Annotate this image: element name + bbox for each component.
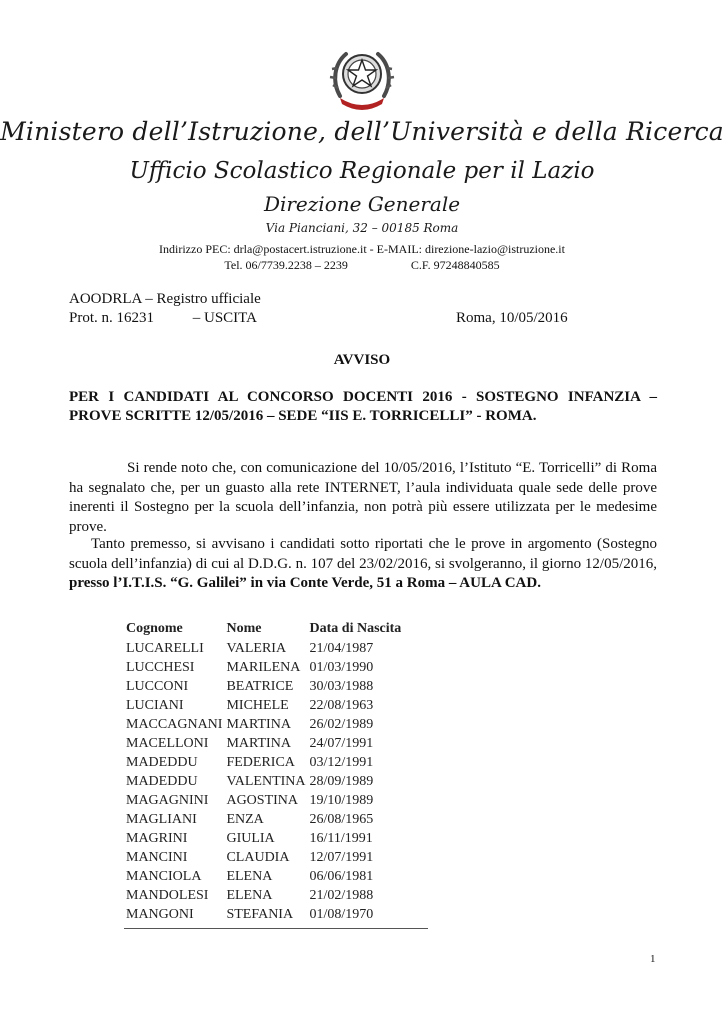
birthdate-cell: 19/10/1989 [309,792,374,808]
notice-heading: AVVISO [333,352,391,368]
name-cell: MARTINA [226,716,291,732]
name-cell: ELENA [226,887,273,903]
name-cell: FEDERICA [226,754,295,770]
registry-label: AOODRLA – Registro ufficiale [69,291,261,307]
table-header-row [124,619,412,639]
surname-cell: MAGLIANI [126,811,197,827]
italian-republic-emblem-icon [326,42,398,114]
table-row [124,867,412,886]
surname-cell: MANCIOLA [126,868,202,884]
surname-cell: MACCAGNANI [126,716,223,732]
ministry-name: Ministero dell’Istruzione, dell’Università e della Ricerca [0,117,724,146]
table-row [124,810,412,829]
notice-paragraph-1: Si rende noto che, con comunicazione del 10/05/2016, l’Istituto “E. Torricelli” di Roma ha segnalato che, per un guasto alla rete INTERNET, l’aula individuata quale sede delle prove inerenti il Sostegno per la scuola dell’infanzia, non potrà più essere utilizzata per le medesime prove. [69,460,657,535]
birthdate-cell: 12/07/1991 [309,849,374,865]
birthdate-cell: 22/08/1963 [309,697,374,713]
birthdate-cell: 03/12/1991 [309,754,374,770]
surname-cell: LUCARELLI [126,640,204,656]
birthdate-cell: 26/02/1989 [309,716,374,732]
birthdate-cell: 01/08/1970 [309,906,374,922]
table-row [124,677,412,696]
document-date: Roma, 10/05/2016 [456,310,568,326]
surname-cell: MACELLONI [126,735,209,751]
contact-phone-line [0,258,724,273]
paragraph-2-text: Tanto premesso, si avvisano i candidati sotto riportati che le prove in argomento (Sostegno scuola dell’infanzia) di cui al D.D.G. n. 107 del 23/02/2016, si svolgeranno, il giorno 12/05/2016, [69,536,657,572]
name-cell: MICHELE [226,697,289,713]
surname-cell: MANCINI [126,849,188,865]
phone-number: Tel. 06/7739.2238 – 2239 [224,258,348,272]
birthdate-cell: 24/07/1991 [309,735,374,751]
office-name: Ufficio Scolastico Regionale per il Lazio [129,158,595,184]
table-bottom-rule [124,928,428,929]
name-cell: CLAUDIA [226,849,290,865]
name-cell: BEATRICE [226,678,294,694]
surname-cell: MANGONI [126,906,194,922]
protocol-line [69,310,257,327]
header-surname: Cognome [126,621,183,636]
birthdate-cell: 21/04/1987 [309,640,374,656]
table-row [124,886,412,905]
name-cell: MARILENA [226,659,301,675]
header-name: Nome [226,621,262,636]
birthdate-cell: 01/03/1990 [309,659,374,675]
table-row [124,829,412,848]
protocol-direction: – USCITA [192,310,257,326]
name-cell: MARTINA [226,735,291,751]
page-number: 1 [650,953,656,965]
header-birthdate: Data di Nascita [309,621,402,636]
surname-cell: LUCCHESI [126,659,195,675]
name-cell: VALENTINA [226,773,306,789]
surname-cell: MAGAGNINI [126,792,209,808]
table-row [124,658,412,677]
fiscal-code: C.F. 97248840585 [410,258,500,272]
name-cell: ENZA [226,811,264,827]
table-row [124,791,412,810]
table-row [124,772,412,791]
name-cell: AGOSTINA [226,792,299,808]
candidates-rows [124,639,412,924]
table-row [124,905,412,924]
birthdate-cell: 16/11/1991 [309,830,373,846]
birthdate-cell: 28/09/1989 [309,773,374,789]
table-row [124,848,412,867]
birthdate-cell: 06/06/1981 [309,868,374,884]
name-cell: ELENA [226,868,273,884]
birthdate-cell: 30/03/1988 [309,678,374,694]
table-row [124,639,412,658]
table-row [124,715,412,734]
surname-cell: LUCCONI [126,678,189,694]
name-cell: VALERIA [226,640,287,656]
surname-cell: MANDOLESI [126,887,209,903]
surname-cell: LUCIANI [126,697,184,713]
notice-paragraph-2 [69,535,657,594]
name-cell: GIULIA [226,830,275,846]
office-address: Via Pianciani, 32 – 00185 Roma [265,221,459,235]
exam-location: presso l’I.T.I.S. “G. Galilei” in via Conte Verde, 51 a Roma – AULA CAD. [69,575,541,591]
name-cell: STEFANIA [226,906,294,922]
birthdate-cell: 26/08/1965 [309,811,374,827]
surname-cell: MADEDDU [126,773,198,789]
table-row [124,753,412,772]
surname-cell: MADEDDU [126,754,198,770]
protocol-number: Prot. n. 16231 [69,310,155,326]
surname-cell: MAGRINI [126,830,188,846]
table-row [124,734,412,753]
direction-name: Direzione Generale [263,192,461,216]
table-row [124,696,412,715]
candidates-table [124,619,412,924]
notice-subject: PER I CANDIDATI AL CONCORSO DOCENTI 2016 - SOSTEGNO INFANZIA – PROVE SCRITTE 12/05/2016 – SEDE “IIS E. TORRICELLI” - ROMA. [69,389,657,424]
contact-emails: Indirizzo PEC: drla@postacert.istruzione.it - E-MAIL: direzione-lazio@istruzione.it [159,242,565,256]
birthdate-cell: 21/02/1988 [309,887,374,903]
